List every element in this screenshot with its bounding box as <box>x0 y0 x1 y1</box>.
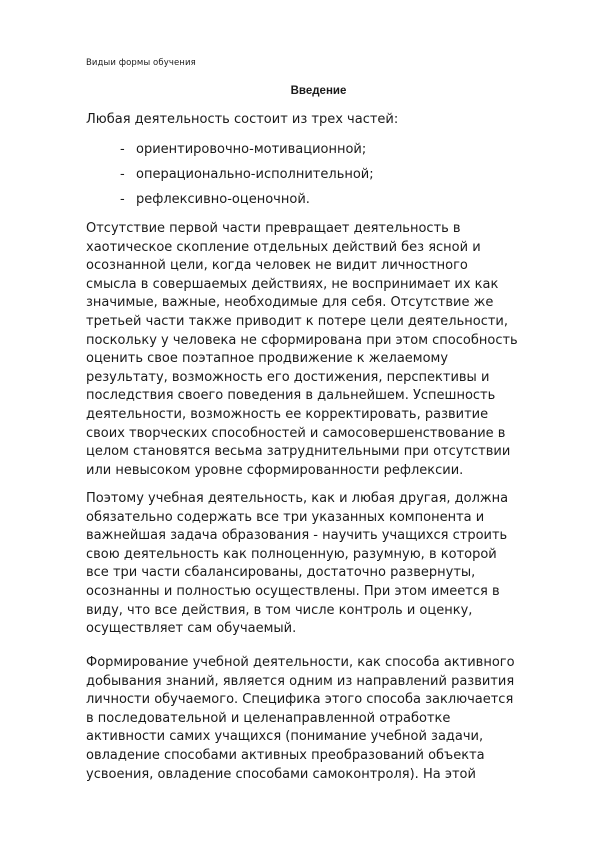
paragraph-line: оценить свое поэтапное продвижение к желаемому <box>86 351 449 367</box>
paragraph-line: Формирование учебной деятельности, как способа активного <box>86 655 515 670</box>
paragraph-line: или невысоком уровне сформированности рефлексии. <box>86 462 464 478</box>
list-item <box>120 142 374 167</box>
paragraph-line: обязательно содержать все три указанных компонента и <box>86 509 485 525</box>
paragraph-line: активности самих учащихся (понимание учебной задачи, <box>86 729 484 745</box>
paragraph-line: третьей части также приводит к потере цели деятельности, <box>86 313 509 329</box>
paragraph-line: добывания знаний, является одним из направлений развития <box>86 673 515 689</box>
paragraph-line: результату, возможность его достижения, перспективы и <box>86 369 490 385</box>
header-note: Видыи формы обучения <box>86 58 196 68</box>
page-title: Введение <box>290 85 347 97</box>
paragraph-line: свою деятельность как полноценную, разумную, в которой <box>86 546 497 562</box>
paragraph-line: целом становятся весьма затруднительными при отсутствии <box>86 444 511 460</box>
list-item <box>120 167 374 192</box>
paragraph-line: важнейшая задача образования - научить учащихся строить <box>86 528 508 544</box>
paragraph-line: все три части сбалансированы, достаточно развернуты, <box>86 565 476 581</box>
list-dash: - <box>120 192 125 207</box>
paragraph-formation <box>86 654 556 784</box>
paragraph-line: Поэтому учебная деятельность, как и любая другая, должна <box>86 491 509 506</box>
paragraph-line: деятельности, возможность ее корректировать, развитие <box>86 406 489 422</box>
list-item-text: операционально-исполнительной; <box>136 167 374 182</box>
paragraph-line: последствия своего поведения в дальнейшем. Успешность <box>86 388 496 404</box>
list-item-text: ориентировочно-мотивационной; <box>136 142 367 157</box>
list-item <box>120 192 374 217</box>
list-dash: - <box>120 142 125 157</box>
paragraph-first-part-absence <box>86 220 556 480</box>
paragraph-line: своих творческих способностей и самосовершенствование в <box>86 425 506 441</box>
paragraph-line: виду, что все действия, в том числе контроль и оценку, <box>86 602 473 618</box>
paragraph-line: личности обучаемого. Специфика этого способа заключается <box>86 692 514 708</box>
paragraph-line: поскольку у человека не сформирована при этом способность <box>86 332 518 348</box>
intro-text: Любая деятельность состоит из трех частей: <box>86 112 399 127</box>
paragraph-line: значимые, важные, необходимые для себя. Отсутствие же <box>86 295 494 311</box>
paragraph-line: усвоения, овладение способами самоконтроля). На этой <box>86 766 476 782</box>
paragraph-line: осознанны и полностью осуществлены. При этом имеется в <box>86 583 500 599</box>
list-dash: - <box>120 167 125 182</box>
paragraph-line: осуществляет сам обучаемый. <box>86 621 297 637</box>
paragraph-line: смысла в совершаемых действиях, не воспринимает их как <box>86 276 499 292</box>
paragraph-line: в последовательной и целенаправленной отработке <box>86 710 451 726</box>
paragraph-line: хаотическое скопление отдельных действий без ясной и <box>86 239 481 255</box>
paragraph-line: осознанной цели, когда человек не видит личностного <box>86 258 468 274</box>
paragraph-line: Отсутствие первой части превращает деятельность в <box>86 221 461 236</box>
list-item-text: рефлексивно-оценочной. <box>136 192 310 207</box>
paragraph-learning-activity <box>86 490 556 639</box>
paragraph-line: овладение способами активных преобразований объекта <box>86 747 485 763</box>
activity-parts-list <box>120 142 374 217</box>
